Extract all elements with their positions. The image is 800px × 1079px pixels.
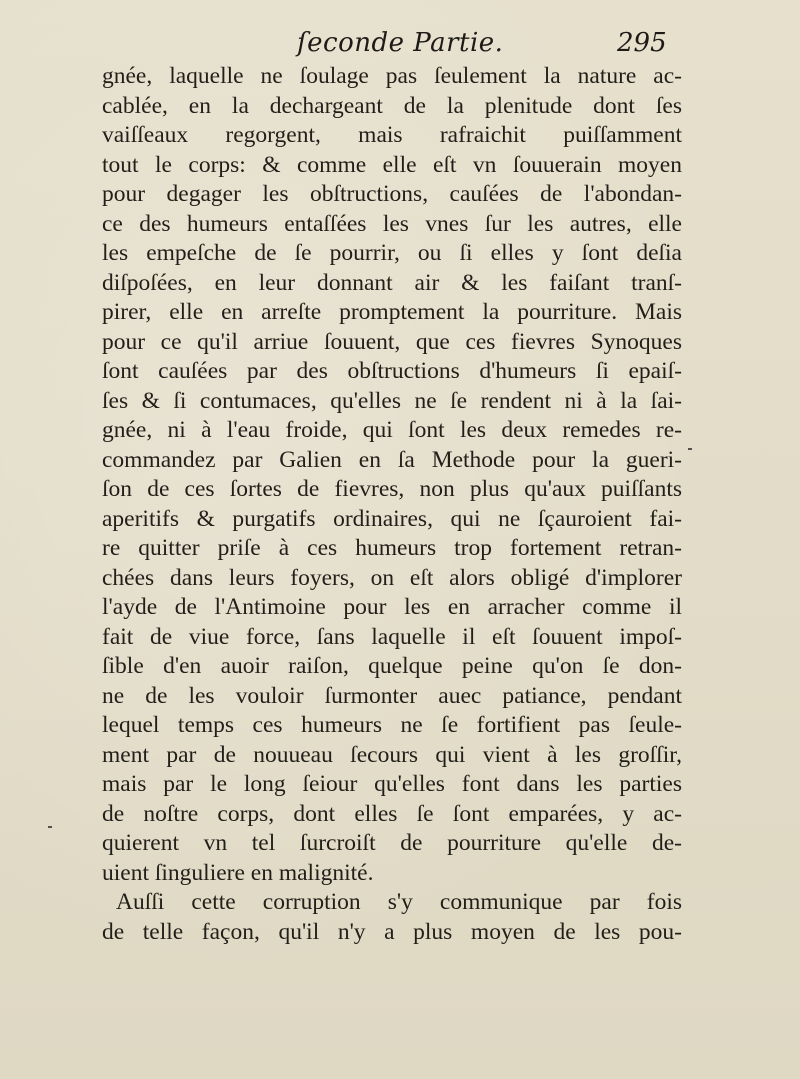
text-line: ſible d'en auoir raiſon, quelque peine qu'on ſe don- — [102, 653, 682, 679]
text-line: quierent vn tel ſurcroiſt de pourriture qu'elle de- — [102, 830, 682, 856]
text-line: de noſtre corps, dont elles ſe ſont emparées, y ac- — [102, 800, 682, 827]
running-title: ſeconde Partie. — [297, 28, 504, 58]
text-line: les empeſche de ſe pourrir, ou ſi elles y ſont deſia — [102, 240, 682, 266]
body-text — [102, 62, 682, 947]
text-line: l'ayde de l'Antimoine pour les en arracher comme il — [102, 594, 682, 620]
text-line: ce des humeurs entaſſées les vnes ſur les autres, elle — [102, 210, 682, 237]
text-line: gnée, laquelle ne ſoulage pas ſeulement la nature ac- — [102, 63, 682, 89]
text-line: ment par de nouueau ſecours qui vient à les groſſir, — [102, 741, 682, 768]
text-line: ſes & ſi contumaces, qu'elles ne ſe rendent ni à la ſai- — [102, 387, 682, 414]
text-line: pirer, elle en arreſte promptement la pourriture. Mais — [102, 299, 682, 325]
text-line: fait de viue force, ſans laquelle il eſt ſouuent impoſ- — [102, 623, 682, 650]
text-line: re quitter priſe à ces humeurs trop fortement retran- — [102, 535, 682, 561]
text-line: aperitifs & purgatifs ordinaires, qui ne ſçauroient fai- — [102, 505, 682, 532]
text-line: pour degager les obſtructions, cauſées de l'abondan- — [102, 181, 682, 207]
text-line: ſont cauſées par des obſtructions d'humeurs ſi epaiſ- — [102, 358, 682, 384]
text-line: tout le corps: & comme elle eſt vn ſouuerain moyen — [102, 151, 682, 178]
margin-mark — [688, 448, 692, 450]
text-line: commandez par Galien en ſa Methode pour la gueri- — [102, 446, 682, 473]
running-head — [0, 18, 800, 58]
text-line: gnée, ni à l'eau froide, qui ſont les deux remedes re- — [102, 417, 682, 443]
text-line: ſon de ces ſortes de fievres, non plus qu'aux puiſſants — [102, 476, 682, 502]
text-line: diſpoſées, en leur donnant air & les faiſant tranſ- — [102, 269, 682, 296]
text-line: pour ce qu'il arriue ſouuent, que ces fievres Synoques — [102, 328, 682, 355]
text-line: mais par le long ſeiour qu'elles font dans les parties — [102, 771, 682, 797]
text-line: cablée, en la dechargeant de la plenitude dont ſes — [102, 92, 682, 119]
text-line: vaiſſeaux regorgent, mais rafraichit puiſſamment — [102, 122, 682, 148]
text-line: ne de les vouloir ſurmonter auec patiance, pendant — [102, 682, 682, 709]
page-number: 295 — [617, 28, 667, 58]
margin-mark — [48, 826, 52, 828]
text-line-paragraph-start: Auſſi cette corruption s'y communique par fois — [116, 889, 682, 915]
text-line: chées dans leurs foyers, on eſt alors obligé d'implorer — [102, 564, 682, 591]
text-line: lequel temps ces humeurs ne ſe fortifient pas ſeule- — [102, 712, 682, 738]
text-line-paragraph-end: uient ſinguliere en malignité. — [102, 859, 374, 886]
text-line: de telle façon, qu'il n'y a plus moyen de les pou- — [102, 918, 682, 945]
